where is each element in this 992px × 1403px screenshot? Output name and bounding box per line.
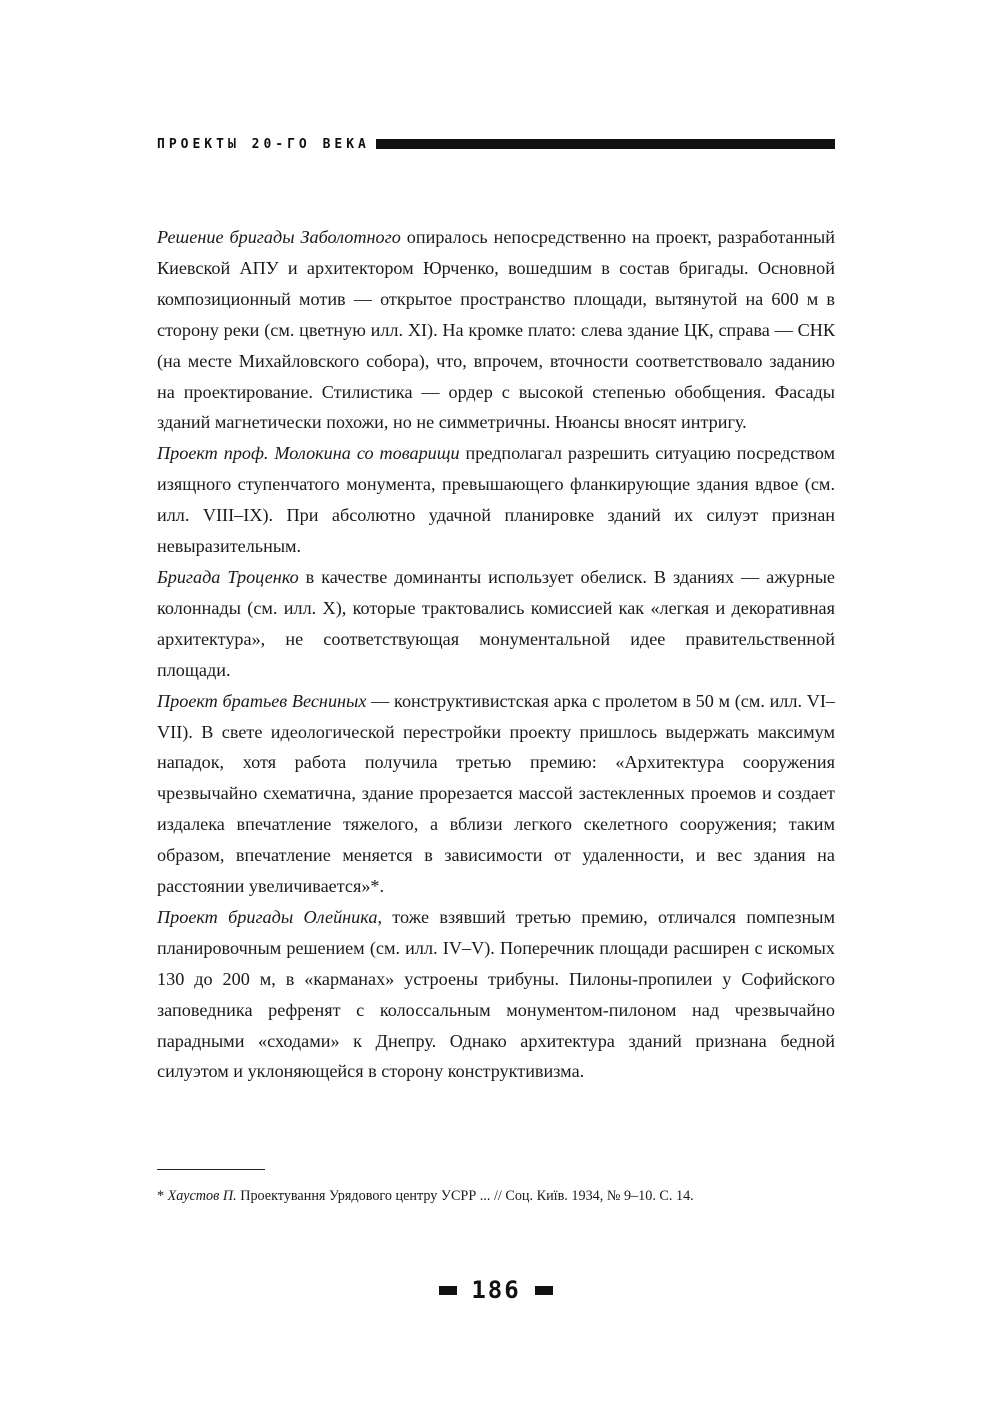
paragraph-text: предполагал разрешить ситуацию посредством изящного ступенчатого монумента, превышающего фланкирующие здания вдвое (см. илл. VIII–IX). При абсолютно удачной планировке зданий их силуэт признан невыразительным. <box>157 443 835 557</box>
folio-bar-left <box>439 1286 457 1295</box>
page-number: 186 <box>471 1276 521 1304</box>
running-header-rule <box>376 139 835 149</box>
paragraph-text: , тоже взявший третью премию, отличался помпезным планировочным решением (см. илл. IV–V). Поперечник площади расширен с искомых 130 до 200 м, в «карманах» устроены трибуны. Пилоны-пропилеи у Софийского заповедника рефренят с колоссальным монументом-пилоном над чрезвычайно парадными «сходами» к Днепру. Однако архитектура зданий признана бедной силуэтом и уклоняющейся в сторону конструктивизма. <box>157 906 835 1082</box>
paragraph-trotsenko <box>157 562 835 686</box>
paragraph-lead: Бригада Троценко <box>157 566 299 587</box>
body-text <box>157 222 835 1087</box>
paragraph-vesnin <box>157 686 835 902</box>
paragraph-oleinik <box>157 902 835 1087</box>
page-number-block <box>0 1276 992 1304</box>
running-header-title: ПРОЕКТЫ 20-ГО ВЕКА <box>157 136 370 152</box>
paragraph-lead: Проект проф. Молокина со товарищи <box>157 443 460 464</box>
paragraph-molokin <box>157 438 835 562</box>
paragraph-lead: Проект бригады Олейника <box>157 906 378 927</box>
footnote-text: Проектування Урядового центру УСРР ... // Соц. Київ. 1934, № 9–10. С. 14. <box>236 1188 694 1204</box>
paragraph-text: — конструктивистская арка с пролетом в 50 м (см. илл. VI–VII). В свете идеологической перестройки проекту пришлось выдержать максимум нападок, хотя работа получила третью премию: «Архитектура сооружения чрезвычайно схематична, здание прорезается массой застекленных проемов и создает издалека впечатление тяжелого, а вблизи легкого скелетного сооружения; таким образом, впечатление меняется в зависимости от удаленности, и вес здания на расстоянии увеличивается»*. <box>157 690 835 897</box>
folio-bar-right <box>535 1286 553 1295</box>
footnote-divider <box>157 1169 265 1170</box>
paragraph-lead: Проект братьев Весниных <box>157 690 367 711</box>
running-header <box>157 133 835 155</box>
footnote-marker: * <box>157 1188 168 1204</box>
paragraph-lead: Решение бригады Заболотного <box>157 227 401 247</box>
footnote-author: Хаустов П. <box>167 1188 237 1204</box>
footnote <box>157 1186 835 1206</box>
paragraph-text: в качестве доминанты использует обелиск. В зданиях — ажурные колоннады (см. илл. X), которые трактовались комиссией как «легкая и декоративная архитектура», не соответствующая монументальной идее правительственной площади. <box>157 566 835 680</box>
paragraph-zabolotny <box>157 222 835 438</box>
paragraph-text: опиралось непосредственно на проект, разработанный Киевской АПУ и архитектором Юрченко, вошедшим в состав бригады. Основной композиционный мотив — открытое пространство площади, вытянутой на 600 м в сторону реки (см. цветную илл. XI). На кромке плато: слева здание ЦК, справа — СНК (на месте Михайловского собора), что, впрочем, вточности соответствовало заданию на проектирование. Стилистика — ордер с высокой степенью обобщения. Фасады зданий магнетически похожи, но не симметричны. Нюансы вносят интригу. <box>157 227 835 433</box>
